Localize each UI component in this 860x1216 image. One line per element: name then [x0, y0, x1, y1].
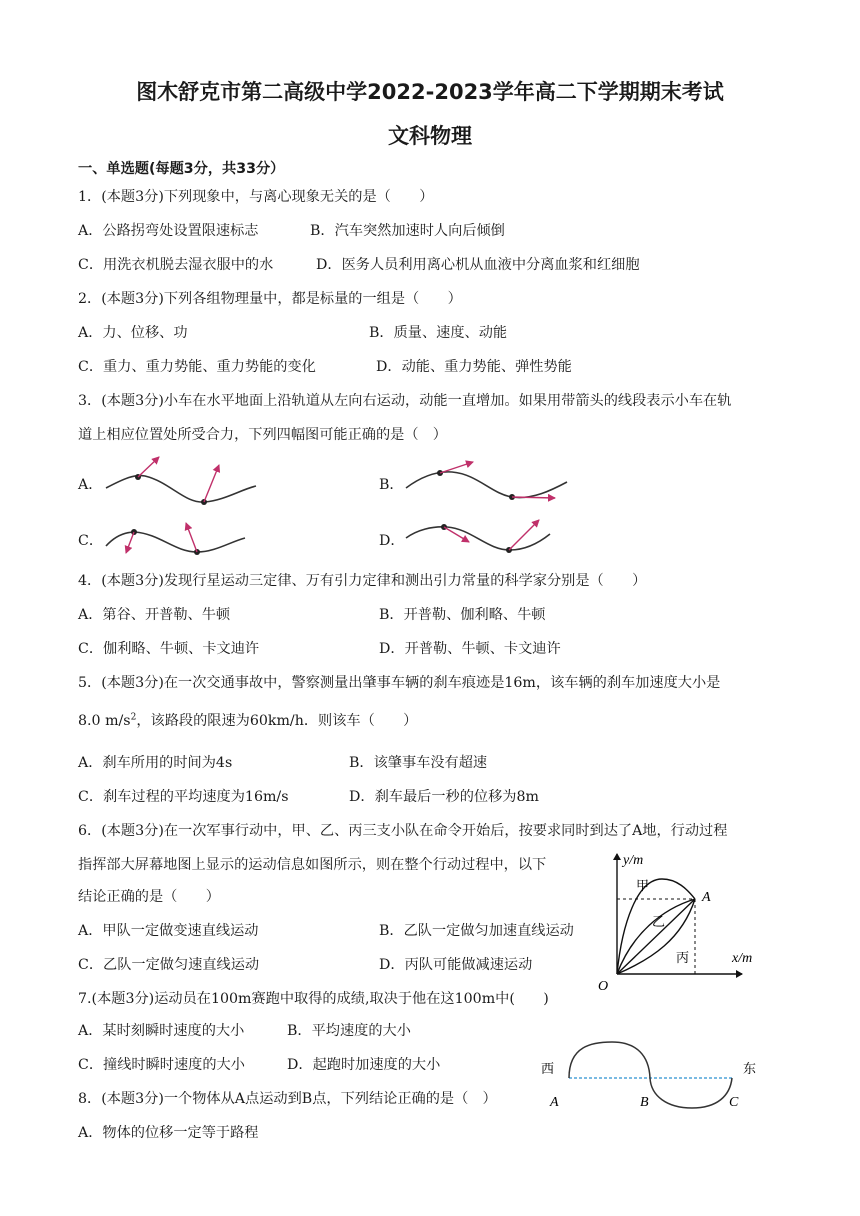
q3-figure-a [100, 452, 270, 512]
q4-option-a: A．第谷、开普勒、牛顿 [78, 607, 231, 623]
q8-point-a: A [550, 1095, 559, 1110]
q8-stem: 8．(本题3分)一个物体从A点运动到B点，下列结论正确的是（ ） [78, 1091, 497, 1107]
q6-figure [592, 844, 772, 994]
q2-option-b: B．质量、速度、动能 [369, 325, 508, 341]
q6-stem-line2: 指挥部大屏幕地图上显示的运动信息如图所示，则在整个行动过程中，以下 [78, 857, 547, 873]
exam-title: 图木舒克市第二高级中学2022-2023学年高二下学期期末考试 [136, 80, 724, 104]
q5-stem-line2 [78, 710, 417, 730]
q6-option-d: D．丙队可能做减速运动 [379, 957, 533, 973]
q6-ylabel: y/m [623, 853, 644, 868]
q2-option-d: D．动能、重力势能、弹性势能 [376, 359, 572, 375]
q2-option-a: A．力、位移、功 [78, 325, 188, 341]
q8-label-west: 西 [541, 1062, 555, 1077]
q1-option-d: D．医务人员利用离心机从血液中分离血浆和红细胞 [316, 257, 640, 273]
q6-option-c: C．乙队一定做匀速直线运动 [78, 957, 260, 973]
q2-option-c: C．重力、重力势能、重力势能的变化 [78, 359, 316, 375]
q5-stem-line1: 5．(本题3分)在一次交通事故中，警察测量出肇事车辆的刹车痕迹是16m，该车辆的刹车加速度大小是 [78, 675, 721, 691]
q3-stem-line1: 3．(本题3分)小车在水平地面上沿轨道从左向右运动，动能一直增加。如果用带箭头的线段表示小车在轨 [78, 393, 732, 409]
q6-origin: O [598, 979, 609, 994]
q7-option-a: A．某时刻瞬时速度的大小 [78, 1023, 245, 1039]
q3-figure-c [100, 512, 270, 572]
q3-option-a: A． [78, 477, 103, 493]
q1-stem: 1．(本题3分)下列现象中，与离心现象无关的是（ ） [78, 189, 434, 205]
q1-option-c: C．用洗衣机脱去湿衣服中的水 [78, 257, 274, 273]
q3-option-d: D． [379, 533, 405, 549]
q6-label-yi: 乙 [652, 915, 666, 930]
q6-stem-line1: 6．(本题3分)在一次军事行动中，甲、乙、丙三支小队在命令开始后，按要求同时到达了A地，行动过程 [78, 823, 728, 839]
q3-option-b: B． [379, 477, 404, 493]
q1-option-b: B．汽车突然加速时人向后倾倒 [310, 223, 505, 239]
q4-option-d: D．开普勒、牛顿、卡文迪许 [379, 641, 561, 657]
q5-acceleration: 8.0 m/s [78, 713, 131, 729]
q4-stem: 4．(本题3分)发现行星运动三定律、万有引力定律和测出引力常量的科学家分别是（ ） [78, 573, 647, 589]
q6-stem-line3: 结论正确的是（ ） [78, 889, 220, 905]
q3-figure-b [402, 452, 572, 512]
q2-stem: 2．(本题3分)下列各组物理量中，都是标量的一组是（ ） [78, 291, 462, 307]
q5-option-d: D．刹车最后一秒的位移为8m [349, 789, 539, 805]
q5-stem-tail: ，该路段的限速为60km/h．则该车（ ） [136, 713, 418, 729]
q1-option-a: A．公路拐弯处设置限速标志 [78, 223, 259, 239]
q3-option-c: C． [78, 533, 104, 549]
q4-option-c: C．伽利略、牛顿、卡文迪许 [78, 641, 260, 657]
q5-option-c: C．刹车过程的平均速度为16m/s [78, 789, 289, 805]
q8-point-b: B [640, 1095, 649, 1110]
q5-option-b: B．该肇事车没有超速 [349, 755, 488, 771]
q7-option-d: D．起跑时加速度的大小 [287, 1057, 441, 1073]
q6-label-bing: 丙 [676, 951, 690, 966]
q8-option-a: A．物体的位移一定等于路程 [78, 1125, 259, 1141]
exam-subtitle: 文科物理 [388, 124, 472, 148]
q6-point-a: A [702, 890, 711, 905]
q7-option-b: B．平均速度的大小 [287, 1023, 411, 1039]
q5-option-a: A．刹车所用的时间为4s [78, 755, 233, 771]
q3-figure-d [402, 510, 572, 570]
q8-label-east: 东 [743, 1062, 757, 1077]
q8-figure [532, 1036, 772, 1116]
q6-option-a: A．甲队一定做变速直线运动 [78, 923, 259, 939]
q6-label-jia: 甲 [636, 879, 650, 894]
q6-option-b: B．乙队一定做匀加速直线运动 [379, 923, 574, 939]
q3-stem-line2: 道上相应位置处所受合力，下列四幅图可能正确的是（ ） [78, 427, 447, 443]
q6-xlabel: x/m [732, 951, 753, 966]
q7-option-c: C．撞线时瞬时速度的大小 [78, 1057, 245, 1073]
q5-exponent: 2 [130, 712, 137, 723]
q7-stem: 7.(本题3分)运动员在100m赛跑中取得的成绩,取决于他在这100m中( ) [78, 991, 549, 1007]
q4-option-b: B．开普勒、伽利略、牛顿 [379, 607, 546, 623]
q8-point-c: C [729, 1095, 739, 1110]
section-heading: 一、单选题(每题3分，共33分） [78, 161, 285, 177]
